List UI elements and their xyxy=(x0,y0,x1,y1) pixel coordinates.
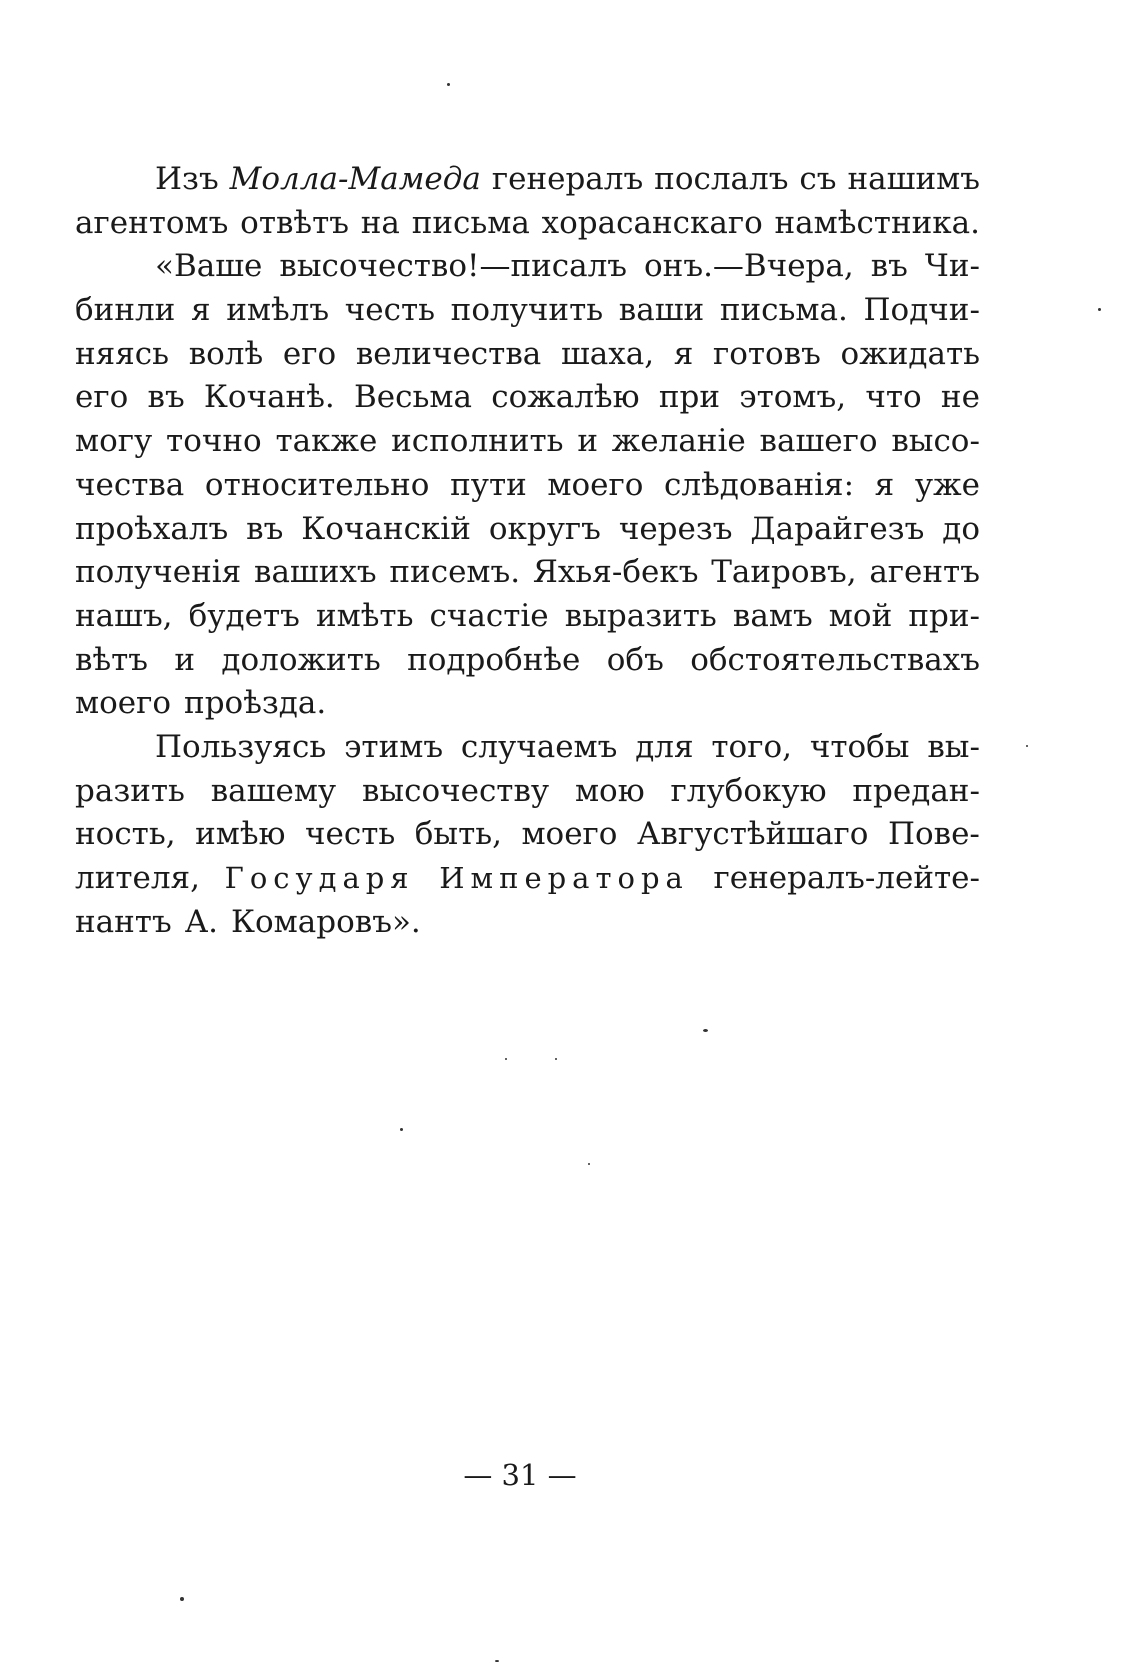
word: Дарайгезъ xyxy=(750,510,925,547)
word: вашему xyxy=(210,772,337,809)
word: имѣть xyxy=(315,597,414,634)
word: подробнѣе xyxy=(407,641,581,678)
scan-speck xyxy=(1026,745,1028,747)
word: агентомъ xyxy=(75,204,229,241)
text-line xyxy=(75,551,980,595)
word: намѣстника. xyxy=(774,204,980,241)
word: объ xyxy=(606,641,664,678)
word: отвѣтъ xyxy=(240,204,349,241)
text-line xyxy=(75,639,980,683)
word: Изъ xyxy=(155,161,219,197)
word: что xyxy=(865,379,922,416)
word: Кочанѣ. xyxy=(203,379,335,416)
word: этомъ, xyxy=(739,379,847,416)
word: моего xyxy=(547,466,644,503)
word: письма xyxy=(411,204,530,241)
text-line xyxy=(75,245,980,289)
word: нашъ, xyxy=(75,597,173,634)
word: проѣхалъ xyxy=(75,510,229,547)
word: имѣлъ xyxy=(226,292,330,329)
spaced-title: Государя xyxy=(224,861,415,895)
word: слѣдованія: xyxy=(664,466,855,503)
word: счастіе xyxy=(429,597,549,634)
body-text xyxy=(75,158,980,944)
word: вы- xyxy=(927,728,980,765)
word: сожалѣю xyxy=(491,379,640,416)
scan-speck xyxy=(555,1058,557,1060)
scan-speck xyxy=(495,1660,499,1662)
text-line xyxy=(75,901,980,945)
scan-speck xyxy=(703,1029,708,1032)
word: черезъ xyxy=(618,510,733,547)
word: предан- xyxy=(852,772,980,809)
word: онъ.—Вчера, xyxy=(644,248,854,285)
scan-speck xyxy=(400,1128,403,1131)
word: обстоятельствахъ xyxy=(690,641,980,678)
word: Пользуясь xyxy=(155,728,327,765)
word: полученія xyxy=(75,554,242,591)
word: получить xyxy=(450,292,604,329)
word: хорасанскаго xyxy=(541,204,763,241)
word: проѣзда. xyxy=(184,685,327,722)
word: ваши xyxy=(618,292,705,329)
word: ожидать xyxy=(840,335,980,372)
word: Весьма xyxy=(354,379,472,416)
text-line xyxy=(75,376,980,420)
text-line xyxy=(75,813,980,857)
spaced-title: Императора xyxy=(439,861,689,895)
word: не xyxy=(940,379,980,416)
word: готовъ xyxy=(712,335,821,372)
word: его xyxy=(75,379,129,416)
word: Кочанскій xyxy=(301,510,471,547)
word: бинли xyxy=(75,292,176,329)
page-number: — 31 — xyxy=(463,1458,577,1492)
word: я xyxy=(874,466,895,503)
word: нантъ xyxy=(75,903,172,940)
word: на xyxy=(360,204,400,241)
word: Пове- xyxy=(887,816,980,853)
word: точно xyxy=(166,423,262,460)
word: чтобы xyxy=(809,728,910,765)
text-line xyxy=(75,333,980,377)
word: въ xyxy=(147,379,185,416)
scan-speck xyxy=(505,1058,507,1060)
scan-speck xyxy=(1098,308,1101,311)
word: моего xyxy=(521,816,618,853)
text-line xyxy=(75,857,980,901)
word: округъ xyxy=(488,510,601,547)
word: я xyxy=(673,335,694,372)
word: моего xyxy=(75,685,172,722)
text-line xyxy=(75,158,980,202)
word: письма. xyxy=(719,292,848,329)
word: мой xyxy=(828,597,893,634)
text-line xyxy=(75,289,980,333)
word: относительно xyxy=(204,466,430,503)
word: вѣтъ xyxy=(75,641,149,678)
word: величества xyxy=(355,335,542,372)
word: вашего xyxy=(759,423,878,460)
word: вамъ xyxy=(732,597,813,634)
text-line xyxy=(75,464,980,508)
word: исполнить xyxy=(391,423,564,460)
word: до xyxy=(942,510,980,547)
word: уже xyxy=(914,466,980,503)
text-line xyxy=(75,508,980,552)
word: писемъ. xyxy=(389,554,521,591)
word: честь xyxy=(344,292,435,329)
word: вашихъ xyxy=(254,554,377,591)
scan-speck xyxy=(588,1163,590,1165)
word: случаемъ xyxy=(460,728,618,765)
word: честь xyxy=(305,816,396,853)
text-line xyxy=(75,595,980,639)
word: быть, xyxy=(414,816,502,853)
word: агентъ xyxy=(869,554,980,591)
word: я xyxy=(191,292,211,329)
word: его xyxy=(282,335,337,372)
word: этимъ xyxy=(344,728,444,765)
word: ность, xyxy=(75,816,176,853)
text-line xyxy=(75,682,980,726)
word: при- xyxy=(908,597,980,634)
word: шаха, xyxy=(560,335,655,372)
text-line xyxy=(75,420,980,464)
word: нашимъ xyxy=(847,161,980,197)
word: и xyxy=(577,423,598,460)
word: Чи- xyxy=(924,248,980,285)
word: послалъ xyxy=(654,161,789,197)
word: Подчи- xyxy=(863,292,980,329)
word: могу xyxy=(75,423,153,460)
word: съ xyxy=(799,161,837,197)
word: мою xyxy=(574,772,645,809)
word: въ xyxy=(246,510,284,547)
word: Яхья-бекъ xyxy=(532,554,699,591)
word: Таировъ, xyxy=(711,554,857,591)
word: Августѣйшаго xyxy=(636,816,869,853)
word: имѣю xyxy=(195,816,286,853)
word: лителя, xyxy=(75,860,200,896)
word: въ xyxy=(870,248,908,285)
word: «Ваше xyxy=(155,248,263,285)
word: доложить xyxy=(221,641,381,678)
word: того, xyxy=(711,728,792,765)
word: глубокую xyxy=(670,772,827,809)
word: также xyxy=(275,423,378,460)
word: генералъ-лейте- xyxy=(713,860,980,896)
word: и xyxy=(174,641,196,678)
word: при xyxy=(658,379,721,416)
word: няясь xyxy=(75,335,170,372)
word: разить xyxy=(75,772,185,809)
place-name: Молла-Мамеда xyxy=(229,161,481,197)
word: А. xyxy=(184,903,219,940)
text-line xyxy=(75,726,980,770)
word: генералъ xyxy=(491,161,644,197)
word: Комаровъ». xyxy=(231,903,421,940)
word: высочество!—писалъ xyxy=(279,248,628,285)
word: выразить xyxy=(564,597,717,634)
text-line xyxy=(75,202,980,246)
word: волѣ xyxy=(188,335,264,372)
word: пути xyxy=(450,466,527,503)
word: желаніе xyxy=(611,423,746,460)
word: будетъ xyxy=(188,597,300,634)
word: чества xyxy=(75,466,185,503)
word: высо- xyxy=(891,423,980,460)
word: для xyxy=(635,728,694,765)
scan-speck xyxy=(180,1597,184,1601)
text-line xyxy=(75,770,980,814)
word: высочеству xyxy=(361,772,550,809)
scan-speck xyxy=(447,83,450,86)
